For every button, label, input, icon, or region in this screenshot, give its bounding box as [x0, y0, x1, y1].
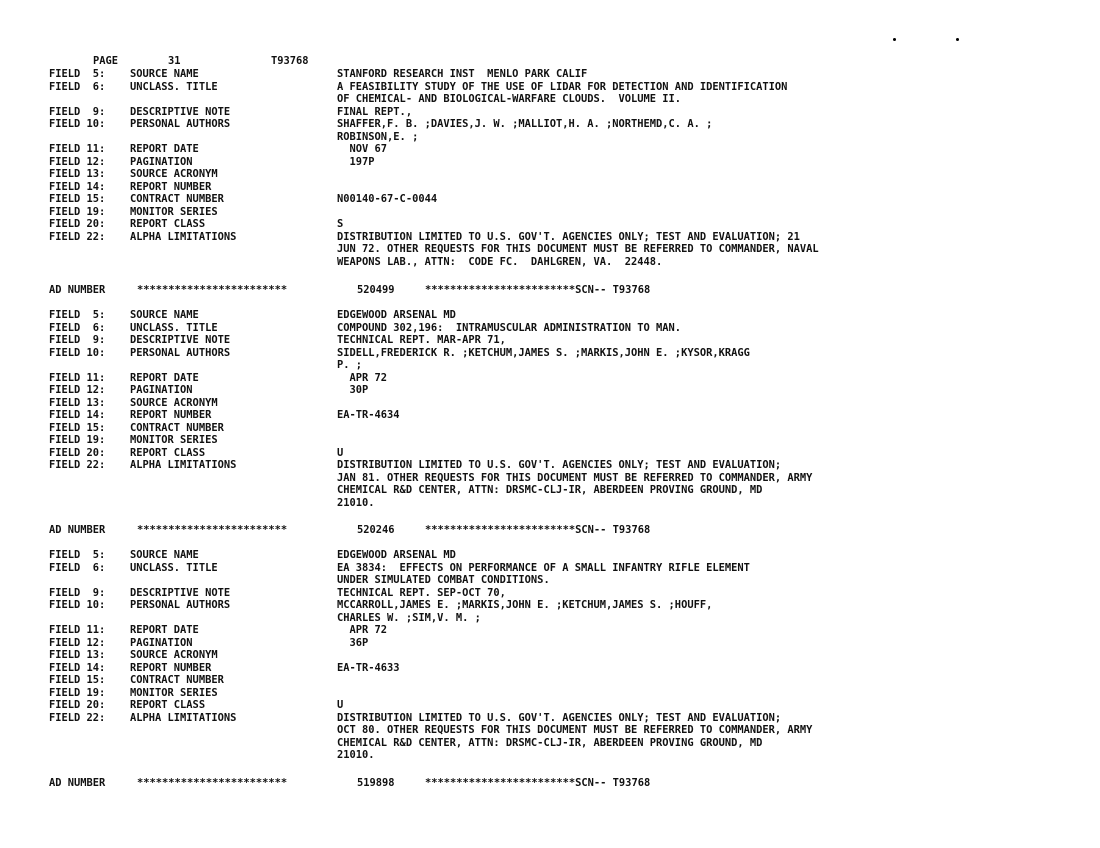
- field-label: REPORT CLASS: [130, 447, 206, 459]
- report-id: T93768: [271, 55, 309, 67]
- field-label: REPORT NUMBER: [130, 662, 212, 674]
- field-code: FIELD 10:: [49, 118, 106, 130]
- field-value: S: [337, 218, 344, 230]
- field-label: CONTRACT NUMBER: [130, 193, 224, 205]
- field-value: JAN 81. OTHER REQUESTS FOR THIS DOCUMENT MUST BE REFERRED TO COMMANDER, ARMY: [337, 472, 813, 484]
- field-label: PERSONAL AUTHORS: [130, 347, 231, 359]
- field-code: FIELD 22:: [49, 712, 106, 724]
- field-code: FIELD 19:: [49, 687, 106, 699]
- field-label: REPORT CLASS: [130, 699, 206, 711]
- field-value: DISTRIBUTION LIMITED TO U.S. GOV'T. AGENCIES ONLY; TEST AND EVALUATION;: [337, 459, 782, 471]
- field-label: CONTRACT NUMBER: [130, 422, 224, 434]
- field-code: FIELD 5:: [49, 68, 106, 80]
- field-label: DESCRIPTIVE NOTE: [130, 106, 231, 118]
- field-code: FIELD 19:: [49, 434, 106, 446]
- field-label: REPORT DATE: [130, 143, 199, 155]
- field-value: SHAFFER,F. B. ;DAVIES,J. W. ;MALLIOT,H. A. ;NORTHEMD,C. A. ;: [337, 118, 713, 130]
- field-value: APR 72: [337, 624, 388, 636]
- field-code: FIELD 13:: [49, 397, 106, 409]
- field-code: FIELD 6:: [49, 322, 106, 334]
- field-label: PAGINATION: [130, 637, 193, 649]
- field-code: FIELD 15:: [49, 422, 106, 434]
- field-code: FIELD 13:: [49, 168, 106, 180]
- field-value: DISTRIBUTION LIMITED TO U.S. GOV'T. AGENCIES ONLY; TEST AND EVALUATION; 21: [337, 231, 800, 243]
- ad-number-label: AD NUMBER: [49, 524, 106, 536]
- field-label: PAGINATION: [130, 156, 193, 168]
- field-value: EA 3834: EFFECTS ON PERFORMANCE OF A SMALL INFANTRY RIFLE ELEMENT: [337, 562, 750, 574]
- field-label: REPORT CLASS: [130, 218, 206, 230]
- field-value: 36P: [337, 637, 369, 649]
- field-label: ALPHA LIMITATIONS: [130, 712, 237, 724]
- field-label: SOURCE ACRONYM: [130, 168, 218, 180]
- field-value: 21010.: [337, 497, 375, 509]
- scn-reference: ************************SCN-- T93768: [425, 777, 651, 789]
- field-label: MONITOR SERIES: [130, 206, 218, 218]
- field-code: FIELD 11:: [49, 372, 106, 384]
- field-code: FIELD 12:: [49, 156, 106, 168]
- field-value: TECHNICAL REPT. SEP-OCT 70,: [337, 587, 506, 599]
- field-label: REPORT DATE: [130, 372, 199, 384]
- field-label: REPORT NUMBER: [130, 409, 212, 421]
- field-code: FIELD 5:: [49, 549, 106, 561]
- field-code: FIELD 20:: [49, 699, 106, 711]
- field-label: DESCRIPTIVE NOTE: [130, 587, 231, 599]
- field-value: 30P: [337, 384, 369, 396]
- field-label: PERSONAL AUTHORS: [130, 599, 231, 611]
- field-value: N00140-67-C-0044: [337, 193, 438, 205]
- field-value: SIDELL,FREDERICK R. ;KETCHUM,JAMES S. ;MARKIS,JOHN E. ;KYSOR,KRAGG: [337, 347, 750, 359]
- field-code: FIELD 14:: [49, 409, 106, 421]
- field-value: TECHNICAL REPT. MAR-APR 71,: [337, 334, 506, 346]
- field-code: FIELD 5:: [49, 309, 106, 321]
- field-code: FIELD 6:: [49, 81, 106, 93]
- field-label: PERSONAL AUTHORS: [130, 118, 231, 130]
- field-label: ALPHA LIMITATIONS: [130, 231, 237, 243]
- field-label: REPORT NUMBER: [130, 181, 212, 193]
- field-code: FIELD 9:: [49, 587, 106, 599]
- page-number: 31: [168, 55, 181, 67]
- field-value: STANFORD RESEARCH INST MENLO PARK CALIF: [337, 68, 588, 80]
- field-code: FIELD 10:: [49, 599, 106, 611]
- field-code: FIELD 12:: [49, 384, 106, 396]
- ad-number: 519898: [357, 777, 395, 789]
- field-code: FIELD 20:: [49, 218, 106, 230]
- page-label: PAGE: [93, 55, 119, 67]
- ad-number: 520246: [357, 524, 395, 536]
- field-code: FIELD 6:: [49, 562, 106, 574]
- field-code: FIELD 15:: [49, 193, 106, 205]
- field-label: UNCLASS. TITLE: [130, 81, 218, 93]
- field-value: EDGEWOOD ARSENAL MD: [337, 309, 456, 321]
- ad-number: 520499: [357, 284, 395, 296]
- field-value: CHEMICAL R&D CENTER, ATTN: DRSMC-CLJ-IR, ABERDEEN PROVING GROUND, MD: [337, 484, 763, 496]
- field-value: 21010.: [337, 749, 375, 761]
- field-value: APR 72: [337, 372, 388, 384]
- field-value: U: [337, 699, 344, 711]
- field-code: FIELD 22:: [49, 231, 106, 243]
- field-label: MONITOR SERIES: [130, 434, 218, 446]
- field-value: WEAPONS LAB., ATTN: CODE FC. DAHLGREN, VA. 22448.: [337, 256, 663, 268]
- field-code: FIELD 12:: [49, 637, 106, 649]
- field-label: UNCLASS. TITLE: [130, 562, 218, 574]
- field-value: JUN 72. OTHER REQUESTS FOR THIS DOCUMENT MUST BE REFERRED TO COMMANDER, NAVAL: [337, 243, 819, 255]
- field-label: SOURCE NAME: [130, 68, 199, 80]
- asterisk-separator: ************************: [137, 777, 288, 789]
- field-label: SOURCE ACRONYM: [130, 397, 218, 409]
- field-value: CHARLES W. ;SIM,V. M. ;: [337, 612, 481, 624]
- field-value: COMPOUND 302,196: INTRAMUSCULAR ADMINISTRATION TO MAN.: [337, 322, 682, 334]
- field-code: FIELD 20:: [49, 447, 106, 459]
- field-code: FIELD 19:: [49, 206, 106, 218]
- field-label: UNCLASS. TITLE: [130, 322, 218, 334]
- field-label: SOURCE ACRONYM: [130, 649, 218, 661]
- field-code: FIELD 10:: [49, 347, 106, 359]
- field-code: FIELD 11:: [49, 143, 106, 155]
- field-value: EDGEWOOD ARSENAL MD: [337, 549, 456, 561]
- asterisk-separator: ************************: [137, 524, 288, 536]
- field-value: EA-TR-4633: [337, 662, 400, 674]
- field-label: REPORT DATE: [130, 624, 199, 636]
- field-value: OCT 80. OTHER REQUESTS FOR THIS DOCUMENT MUST BE REFERRED TO COMMANDER, ARMY: [337, 724, 813, 736]
- field-code: FIELD 22:: [49, 459, 106, 471]
- field-value: DISTRIBUTION LIMITED TO U.S. GOV'T. AGENCIES ONLY; TEST AND EVALUATION;: [337, 712, 782, 724]
- field-value: EA-TR-4634: [337, 409, 400, 421]
- field-label: PAGINATION: [130, 384, 193, 396]
- asterisk-separator: ************************: [137, 284, 288, 296]
- scn-reference: ************************SCN-- T93768: [425, 524, 651, 536]
- field-value: U: [337, 447, 344, 459]
- field-code: FIELD 13:: [49, 649, 106, 661]
- field-label: SOURCE NAME: [130, 309, 199, 321]
- field-value: 197P: [337, 156, 375, 168]
- field-code: FIELD 9:: [49, 334, 106, 346]
- field-code: FIELD 14:: [49, 662, 106, 674]
- field-label: ALPHA LIMITATIONS: [130, 459, 237, 471]
- field-value: UNDER SIMULATED COMBAT CONDITIONS.: [337, 574, 550, 586]
- ad-number-label: AD NUMBER: [49, 284, 106, 296]
- field-label: CONTRACT NUMBER: [130, 674, 224, 686]
- field-code: FIELD 14:: [49, 181, 106, 193]
- field-label: MONITOR SERIES: [130, 687, 218, 699]
- field-code: FIELD 15:: [49, 674, 106, 686]
- field-value: NOV 67: [337, 143, 388, 155]
- field-label: SOURCE NAME: [130, 549, 199, 561]
- scn-reference: ************************SCN-- T93768: [425, 284, 651, 296]
- field-value: ROBINSON,E. ;: [337, 131, 419, 143]
- field-value: A FEASIBILITY STUDY OF THE USE OF LIDAR FOR DETECTION AND IDENTIFICATION: [337, 81, 788, 93]
- field-value: OF CHEMICAL- AND BIOLOGICAL-WARFARE CLOUDS. VOLUME II.: [337, 93, 682, 105]
- field-code: FIELD 9:: [49, 106, 106, 118]
- ad-number-label: AD NUMBER: [49, 777, 106, 789]
- speck-mark: [956, 38, 959, 41]
- field-value: MCCARROLL,JAMES E. ;MARKIS,JOHN E. ;KETCHUM,JAMES S. ;HOUFF,: [337, 599, 713, 611]
- field-value: P. ;: [337, 359, 363, 371]
- field-code: FIELD 11:: [49, 624, 106, 636]
- field-value: FINAL REPT.,: [337, 106, 413, 118]
- speck-mark: [893, 38, 896, 41]
- field-label: DESCRIPTIVE NOTE: [130, 334, 231, 346]
- field-value: CHEMICAL R&D CENTER, ATTN: DRSMC-CLJ-IR, ABERDEEN PROVING GROUND, MD: [337, 737, 763, 749]
